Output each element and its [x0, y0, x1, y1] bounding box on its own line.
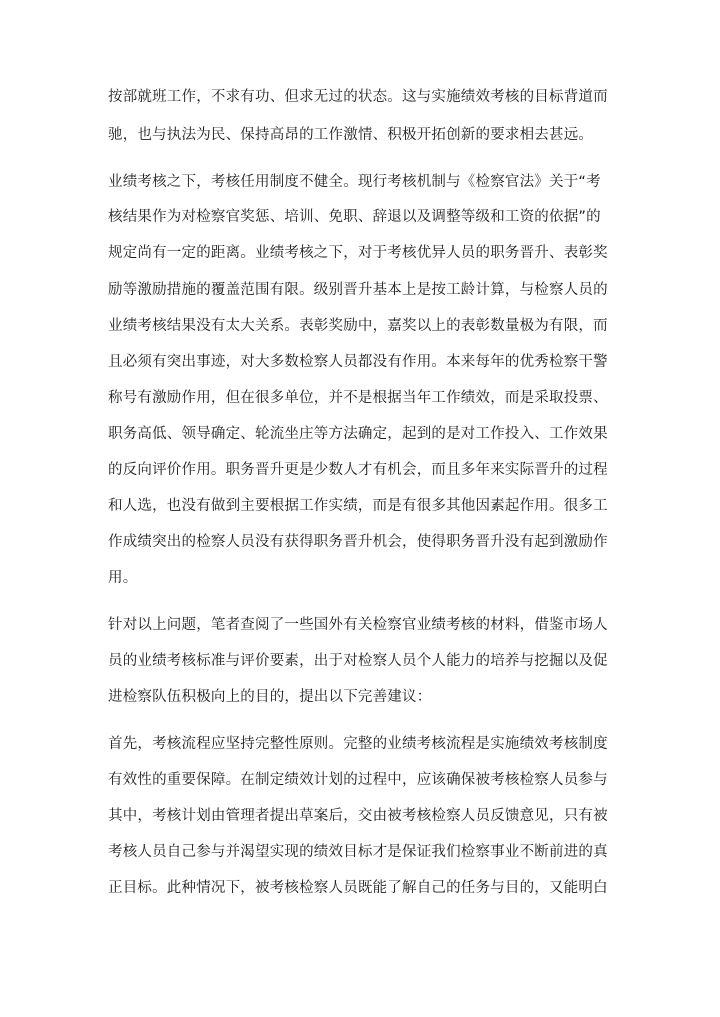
paragraph-3-line-1: 针对以上问题，笔者查阅了一些国外有关检察官业绩考核的材料，借鉴市场人 — [108, 617, 608, 633]
paragraph-2-line-2: 核结果作为对检察官奖惩、培训、免职、辞退以及调整等级和工资的依据”的 — [108, 209, 601, 225]
paragraph-4-line-3: 其中，考核计划由管理者提出草案后，交由被考核检察人员反馈意见，只有被 — [108, 808, 608, 824]
paragraph-2-line-4: 励等激励措施的覆盖范围有限。级别晋升基本上是按工龄计算，与检察人员的 — [108, 282, 608, 298]
paragraph-1-line-2: 驰，也与执法为民、保持高昂的工作激情、积极开拓创新的要求相去甚远。 — [108, 127, 594, 143]
paragraph-4-line-1: 首先，考核流程应坚持完整性原则。完整的业绩考核流程是实施绩效考核制度 — [108, 736, 608, 752]
paragraph-2-line-10: 和人选，也没有做到主要根据工作实绩，而是有很多其他因素起作用。很多工 — [108, 498, 608, 514]
paragraph-2-line-6: 且必须有突出事迹，对大多数检察人员都没有作用。本来每年的优秀检察干警 — [108, 354, 608, 370]
paragraph-3-line-3: 进检察队伍积极向上的目的，提出以下完善建议： — [108, 689, 432, 705]
paragraph-4-line-5: 正目标。此种情况下，被考核检察人员既能了解自己的任务与目的，又能明白 — [108, 880, 608, 896]
paragraph-1-line-1: 按部就班工作，不求有功、但求无过的状态。这与实施绩效考核的目标背道而 — [108, 89, 608, 105]
paragraph-2-line-8: 职务高低、领导确定、轮流坐庄等方法确定，起到的是对工作投入、工作效果 — [108, 426, 608, 442]
paragraph-2-line-5: 业绩考核结果没有太大关系。表彰奖励中，嘉奖以上的表彰数量极为有限，而 — [108, 318, 608, 334]
paragraph-2-line-1: 业绩考核之下，考核任用制度不健全。现行考核机制与《检察官法》关于“考 — [108, 174, 601, 190]
paragraph-4-line-4: 考核人员自己参与并渴望实现的绩效目标才是保证我们检察事业不断前进的真 — [108, 844, 608, 860]
paragraph-2-line-9: 的反向评价作用。职务晋升更是少数人才有机会，而且多年来实际晋升的过程 — [108, 462, 608, 478]
paragraph-4-line-2: 有效性的重要保障。在制定绩效计划的过程中，应该确保被考核检察人员参与 — [108, 772, 608, 788]
paragraph-2-line-11: 作成绩突出的检察人员没有获得职务晋升机会，使得职务晋升没有起到激励作 — [108, 534, 608, 550]
paragraph-2-line-3: 规定尚有一定的距离。业绩考核之下，对于考核优异人员的职务晋升、表彰奖 — [108, 245, 608, 261]
paragraph-2-line-7: 称号有激励作用，但在很多单位，并不是根据当年工作绩效，而是采取投票、 — [108, 390, 608, 406]
paragraph-3-line-2: 员的业绩考核标准与评价要素，出于对检察人员个人能力的培养与挖掘以及促 — [108, 653, 608, 669]
paragraph-2-line-12: 用。 — [108, 570, 138, 586]
